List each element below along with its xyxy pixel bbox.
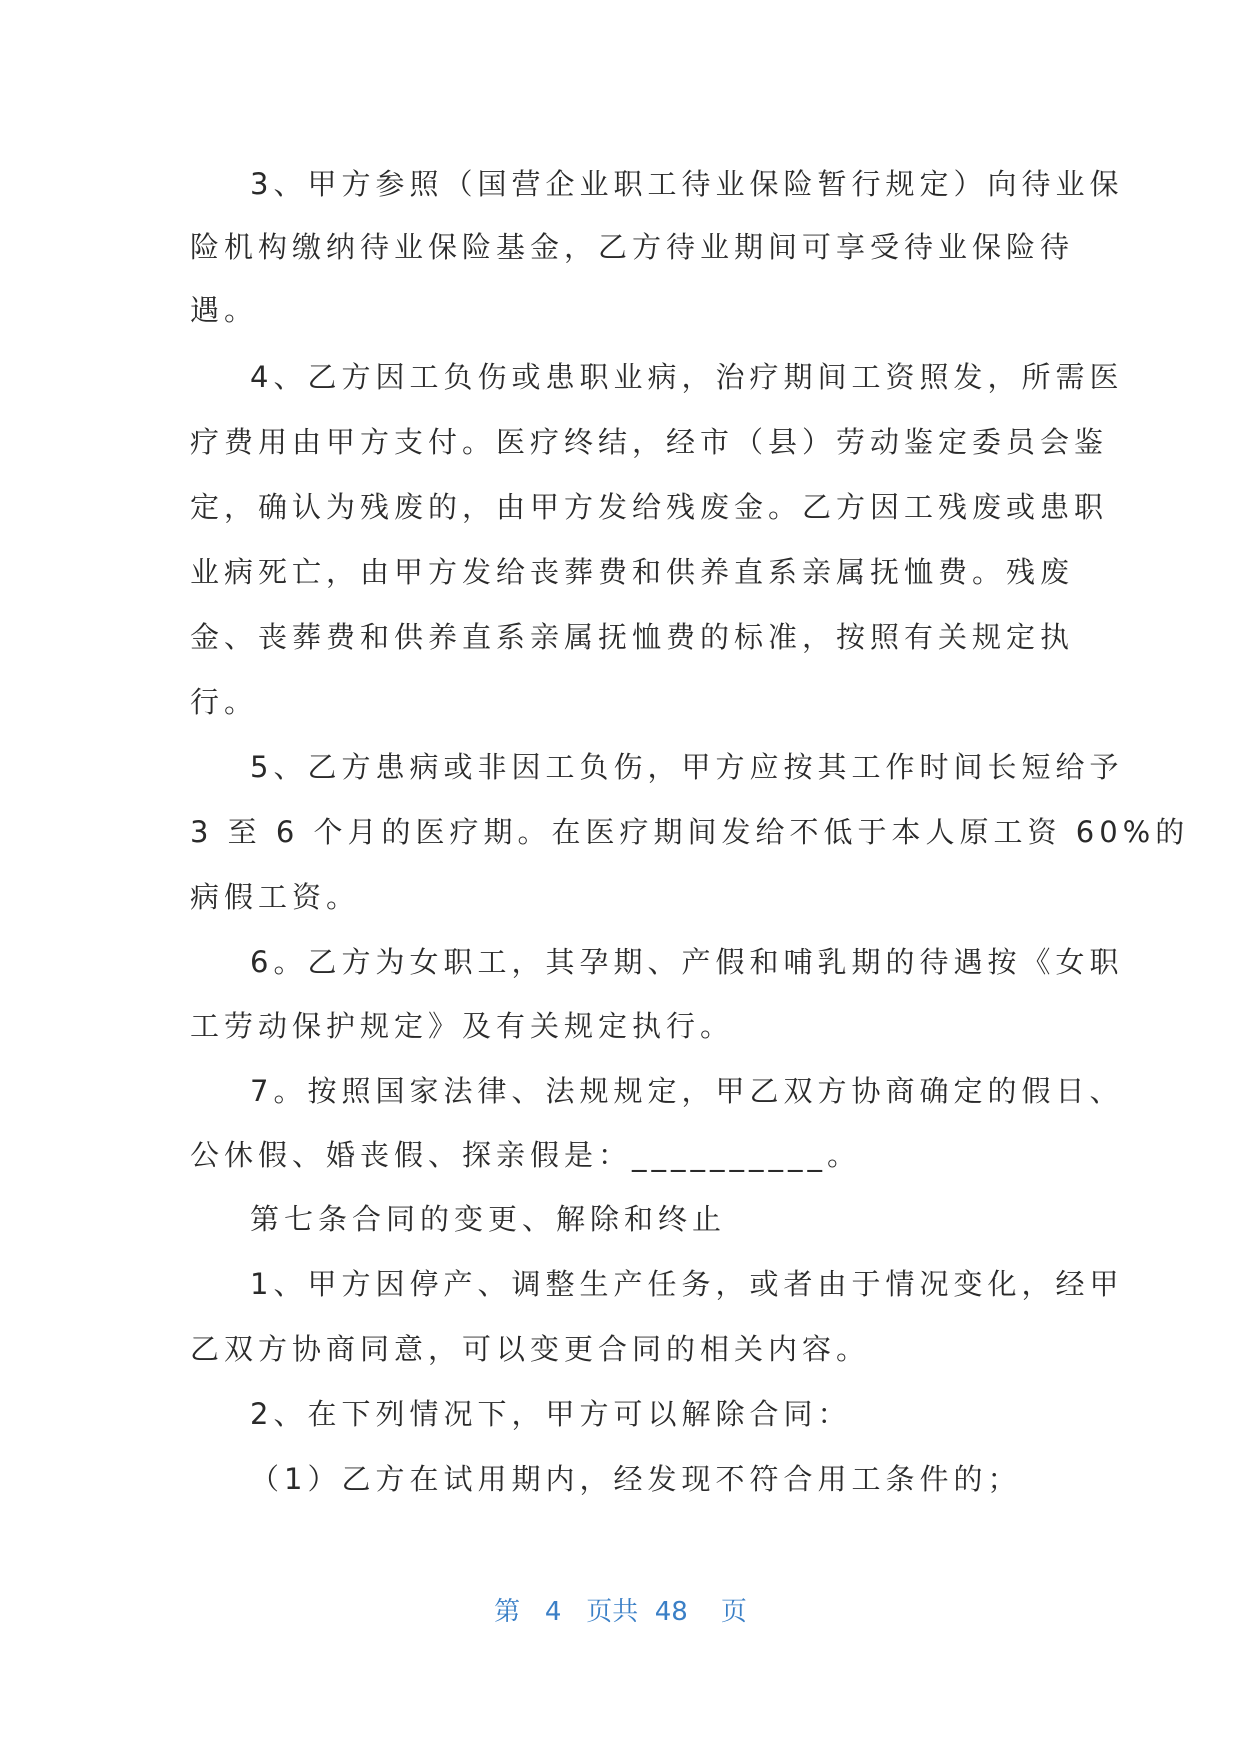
section-heading: 第七条合同的变更、解除和终止 [250,1202,727,1236]
text-line: 定，确认为残废的，由甲方发给残废金。乙方因工残废或患职 [190,490,1109,524]
text-line: 工劳动保护规定》及有关规定执行。 [190,1009,735,1043]
text-line: 3 至 6 个月的医疗期。在医疗期间发给不低于本人原工资 60%的 [190,815,1190,849]
text-line: 3、甲方参照（国营企业职工待业保险暂行规定）向待业保 [250,167,1124,201]
text-line: 1、甲方因停产、调整生产任务，或者由于情况变化，经甲 [250,1267,1124,1301]
text-line: 险机构缴纳待业保险基金，乙方待业期间可享受待业保险待 [190,230,1075,264]
footer-current-page: 4 [544,1597,562,1627]
text-line: 业病死亡，由甲方发给丧葬费和供养直系亲属抚恤费。残废 [190,555,1075,589]
text-line: 金、丧葬费和供养直系亲属抚恤费的标准，按照有关规定执 [190,620,1075,654]
text-line: 5、乙方患病或非因工负伤，甲方应按其工作时间长短给予 [250,750,1124,784]
text-line: 行。 [190,685,259,719]
text-line: 疗费用由甲方支付。医疗终结，经市（县）劳动鉴定委员会鉴 [190,425,1109,459]
text-line: （1）乙方在试用期内，经发现不符合用工条件的； [250,1462,1022,1496]
footer-middle: 页共 [586,1597,639,1627]
text-line: 2、在下列情况下，甲方可以解除合同： [250,1397,852,1431]
text-line: 遇。 [190,293,259,327]
page-footer [0,1594,1241,1630]
text-line: 4、乙方因工负伤或患职业病，治疗期间工资照发，所需医 [250,360,1124,394]
text-line: 病假工资。 [190,880,361,914]
footer-suffix: 页 [720,1597,747,1627]
text-line: 7。按照国家法律、法规规定，甲乙双方协商确定的假日、 [250,1074,1124,1108]
text-line: 公休假、婚丧假、探亲假是：__________。 [190,1138,862,1172]
footer-total-pages: 48 [654,1597,688,1627]
text-line: 6。乙方为女职工，其孕期、产假和哺乳期的待遇按《女职 [250,945,1124,979]
footer-prefix: 第 [494,1597,521,1627]
text-line: 乙双方协商同意，可以变更合同的相关内容。 [190,1332,871,1366]
